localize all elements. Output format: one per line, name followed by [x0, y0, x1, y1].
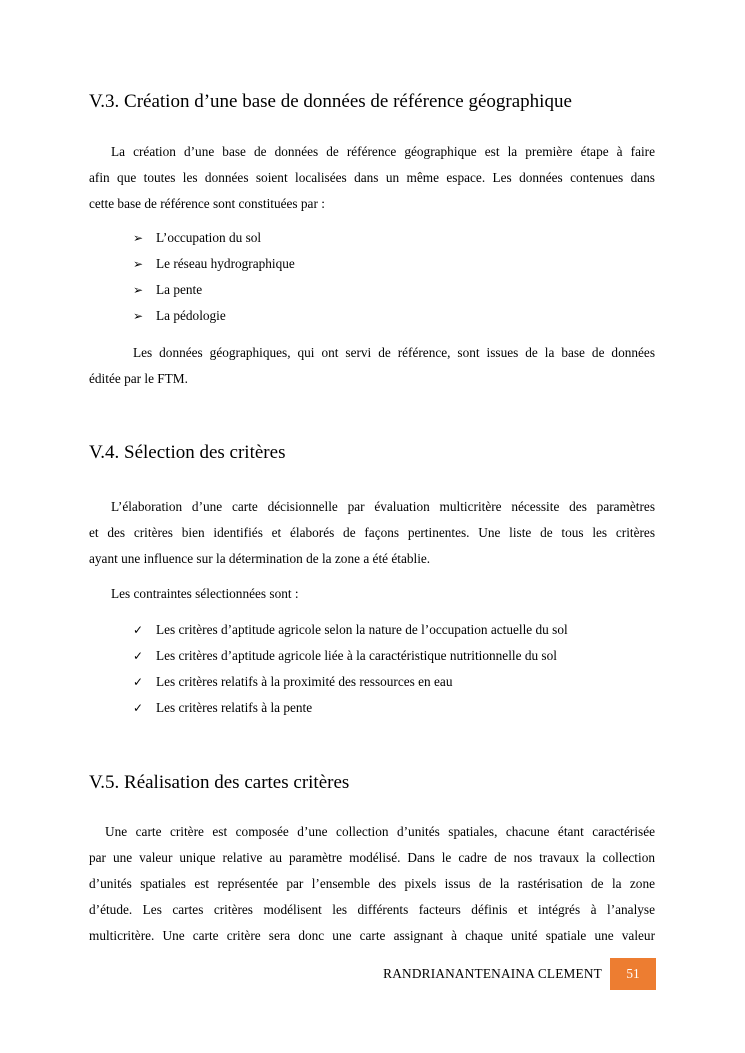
list-item: ✓ Les critères relatifs à la proximité des ressources en eau [133, 669, 568, 695]
constraints-label: Les contraintes sélectionnées sont : [111, 586, 299, 601]
checkmark-bullet-icon: ✓ [133, 649, 144, 663]
section-heading-v4: V.4. Sélection des critères [89, 442, 286, 463]
paragraph-line: L’élaboration d’une carte décisionnelle par évaluation multicritère nécessite des paramètres [111, 499, 655, 514]
page-number-badge: 51 [610, 958, 656, 990]
list-item: ✓ Les critères d’aptitude agricole liée à la caractéristique nutritionnelle du sol [133, 643, 568, 669]
arrowhead-bullet-icon: ➢ [133, 257, 144, 271]
paragraph-line: Une carte critère est composée d’une collection d’unités spatiales, chacune étant caractérisée [105, 824, 655, 839]
paragraph-line: Les données géographiques, qui ont servi de référence, sont issues de la base de données [133, 345, 655, 360]
paragraph-v3-source [89, 340, 655, 392]
arrowhead-bullet-icon: ➢ [133, 283, 144, 297]
paragraph-line: d’unités spatiales est représentée par l’ensemble des pixels issus de la rastérisation de la zone [89, 876, 655, 891]
checkmark-bullet-icon: ✓ [133, 701, 144, 715]
list-v4-criteria [133, 617, 568, 721]
paragraph-line: ayant une influence sur la détermination de la zone a été établie. [89, 551, 431, 566]
paragraph-line: multicritère. Une carte critère sera donc une carte assignant à chaque unité spatiale une valeur [89, 928, 655, 943]
paragraph-line: cette base de référence sont constituées par : [89, 196, 325, 211]
paragraph-v4-intro [89, 494, 655, 572]
list-item: ✓ Les critères d’aptitude agricole selon la nature de l’occupation actuelle du sol [133, 617, 568, 643]
section-heading-v3: V.3. Création d’une base de données de référence géographique [89, 91, 572, 112]
list-item: ✓ Les critères relatifs à la pente [133, 695, 568, 721]
paragraph-line: et des critères bien identifiés et élaborés de façons pertinentes. Une liste de tous les critères [89, 525, 655, 540]
paragraph-line: afin que toutes les données soient localisées dans un même espace. Les données contenues dans [89, 170, 655, 185]
paragraph-v3-intro [89, 139, 655, 217]
arrowhead-bullet-icon: ➢ [133, 309, 144, 323]
paragraph-line: par une valeur unique relative au paramètre modélisé. Dans le cadre de nos travaux la collection [89, 850, 655, 865]
paragraph-line: d’étude. Les cartes critères modélisent les différents facteurs définis et intégrés à l’analyse [89, 902, 655, 917]
list-item: ➢ L’occupation du sol [133, 225, 295, 251]
list-item: ➢ La pente [133, 277, 295, 303]
checkmark-bullet-icon: ✓ [133, 623, 144, 637]
checkmark-bullet-icon: ✓ [133, 675, 144, 689]
section-heading-v5: V.5. Réalisation des cartes critères [89, 772, 350, 793]
footer-author: RANDRIANANTENAINA CLEMENT [383, 966, 602, 981]
paragraph-v5-body [89, 819, 655, 949]
list-v3-layers [133, 225, 295, 329]
list-item: ➢ Le réseau hydrographique [133, 251, 295, 277]
paragraph-line: éditée par le FTM. [89, 371, 188, 386]
list-item: ➢ La pédologie [133, 303, 295, 329]
arrowhead-bullet-icon: ➢ [133, 231, 144, 245]
paragraph-line: La création d’une base de données de référence géographique est la première étape à faire [111, 144, 655, 159]
